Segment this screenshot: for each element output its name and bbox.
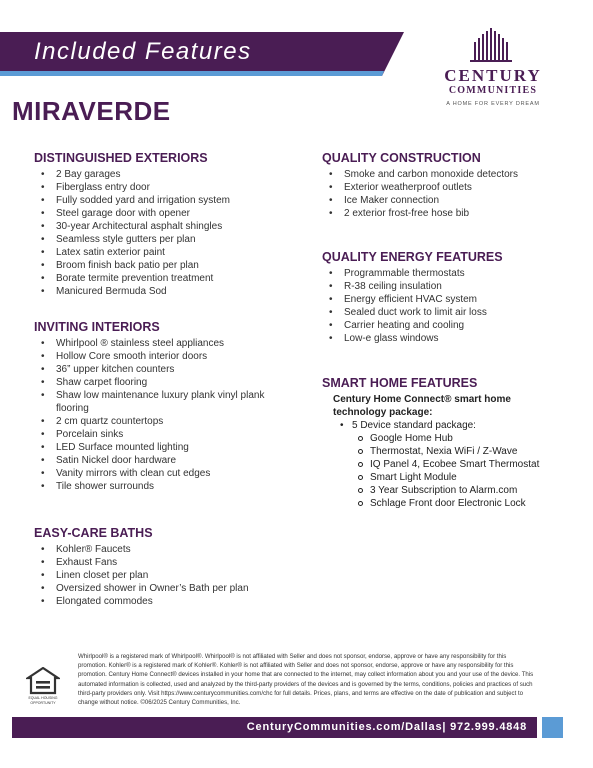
smart-home-list	[322, 419, 562, 510]
list-item: • Sealed duct work to limit air loss	[341, 306, 562, 319]
list-item: • 36” upper kitchen counters	[53, 363, 274, 376]
list-item: Schlage Front door Electronic Lock	[370, 497, 562, 510]
smart-home-intro: Century Home Connect® smart home technology package:	[333, 394, 511, 418]
equal-housing-icon	[26, 667, 60, 695]
list-item: • Hollow Core smooth interior doors	[53, 350, 274, 363]
list-item: • Shaw low maintenance luxury plank vinyl plank flooring	[53, 389, 274, 415]
feature-list	[34, 337, 274, 493]
list-item: • Steel garage door with opener	[53, 207, 284, 220]
century-communities-logo	[424, 28, 562, 110]
list-item: • Exhaust Fans	[53, 556, 284, 569]
section-baths	[34, 526, 284, 608]
list-item: • Borate termite prevention treatment	[53, 272, 284, 285]
list-item: • Satin Nickel door hardware	[53, 454, 274, 467]
feature-list	[34, 543, 284, 608]
list-item: 3 Year Subscription to Alarm.com	[370, 484, 562, 497]
list-item: • 2 Bay garages	[53, 168, 284, 181]
disclaimer-text: Whirlpool® is a registered mark of Whirlpool®. Whirlpool® is not affiliated with Seller and does not sponsor, endorse, approve or have any responsibility for this promotion. Kohler® is a registered mark of Kohler®. Kohler® is not affiliated with Seller and does not sponsor, endorse, approve or have any responsibility for this promotion. Century Home Connect® devices installed in your home that are connected to the internet, may collect information about you and your use of the device. This automated information is collected, used and analyzed by the third-party providers of the devices and is governed by the terms, conditions, policies and practices of such third-party providers only. Visit https://www.centurycommunities.com/chc for full details. Prices, plans, and terms are effective on the date of publication and subject to change without notice. ©06/2025 Century Communities, Inc.	[78, 653, 534, 707]
list-item: • 30-year Architectural asphalt shingles	[53, 220, 284, 233]
list-item: • Oversized shower in Owner’s Bath per plan	[53, 582, 284, 595]
list-item: IQ Panel 4, Ecobee Smart Thermostat	[370, 458, 562, 471]
device-list	[352, 432, 562, 510]
list-item: • Linen closet per plan	[53, 569, 284, 582]
section-title: EASY-CARE BATHS	[34, 526, 153, 540]
list-item: • Fiberglass entry door	[53, 181, 284, 194]
section-title: INVITING INTERIORS	[34, 320, 160, 334]
list-item: • Whirlpool ® stainless steel appliances	[53, 337, 274, 350]
feature-list	[322, 168, 562, 220]
footer-bar	[12, 717, 537, 738]
list-item: • Exterior weatherproof outlets	[341, 181, 562, 194]
list-item: Smart Light Module	[370, 471, 562, 484]
list-item: • Carrier heating and cooling	[341, 319, 562, 332]
list-item: • LED Surface mounted lighting	[53, 441, 274, 454]
list-item	[352, 419, 562, 510]
skyline-icon	[470, 28, 516, 62]
section-interiors	[34, 320, 274, 493]
list-item: • Vanity mirrors with clean cut edges	[53, 467, 274, 480]
section-exteriors	[34, 151, 284, 298]
list-item: Google Home Hub	[370, 432, 562, 445]
section-construction	[322, 151, 562, 220]
footer-accent-block	[542, 717, 563, 738]
community-name: MIRAVERDE	[12, 96, 171, 126]
list-item: • 2 exterior frost-free hose bib	[341, 207, 562, 220]
list-item: • Fully sodded yard and irrigation system	[53, 194, 284, 207]
list-item: • Smoke and carbon monoxide detectors	[341, 168, 562, 181]
section-title: QUALITY ENERGY FEATURES	[322, 250, 503, 264]
list-item: • Programmable thermostats	[341, 267, 562, 280]
section-title: SMART HOME FEATURES	[322, 376, 478, 390]
list-item: • Latex satin exterior paint	[53, 246, 284, 259]
list-item: • Low-e glass windows	[341, 332, 562, 345]
list-item: • R-38 ceiling insulation	[341, 280, 562, 293]
banner-title: Included Features	[34, 38, 252, 65]
logo-tagline: A HOME FOR EVERY DREAM	[446, 101, 540, 107]
feature-list	[322, 267, 562, 345]
section-title: QUALITY CONSTRUCTION	[322, 151, 481, 165]
section-title: DISTINGUISHED EXTERIORS	[34, 151, 208, 165]
list-item: • Shaw carpet flooring	[53, 376, 274, 389]
list-item: • Manicured Bermuda Sod	[53, 285, 284, 298]
list-item: • Tile shower surrounds	[53, 480, 274, 493]
footer-contact: CenturyCommunities.com/Dallas| 972.999.4848	[246, 721, 527, 733]
list-item: • Broom finish back patio per plan	[53, 259, 284, 272]
list-item: • Seamless style gutters per plan	[53, 233, 284, 246]
list-item: • 2 cm quartz countertops	[53, 415, 274, 428]
list-item: • Kohler® Faucets	[53, 543, 284, 556]
section-smart-home	[322, 376, 562, 510]
package-label: 5 Device standard package:	[352, 420, 476, 431]
list-item: • Energy efficient HVAC system	[341, 293, 562, 306]
list-item: • Elongated commodes	[53, 595, 284, 608]
list-item: • Porcelain sinks	[53, 428, 274, 441]
feature-list	[34, 168, 284, 298]
logo-name: CENTURY	[444, 66, 542, 85]
equal-housing-label: EQUAL HOUSING OPPORTUNITY	[28, 696, 58, 705]
list-item: • Ice Maker connection	[341, 194, 562, 207]
header-banner	[0, 32, 404, 76]
section-energy	[322, 250, 562, 345]
equal-housing-logo	[26, 667, 60, 707]
logo-sub: COMMUNITIES	[448, 85, 538, 96]
list-item: Thermostat, Nexia WiFi / Z-Wave	[370, 445, 562, 458]
